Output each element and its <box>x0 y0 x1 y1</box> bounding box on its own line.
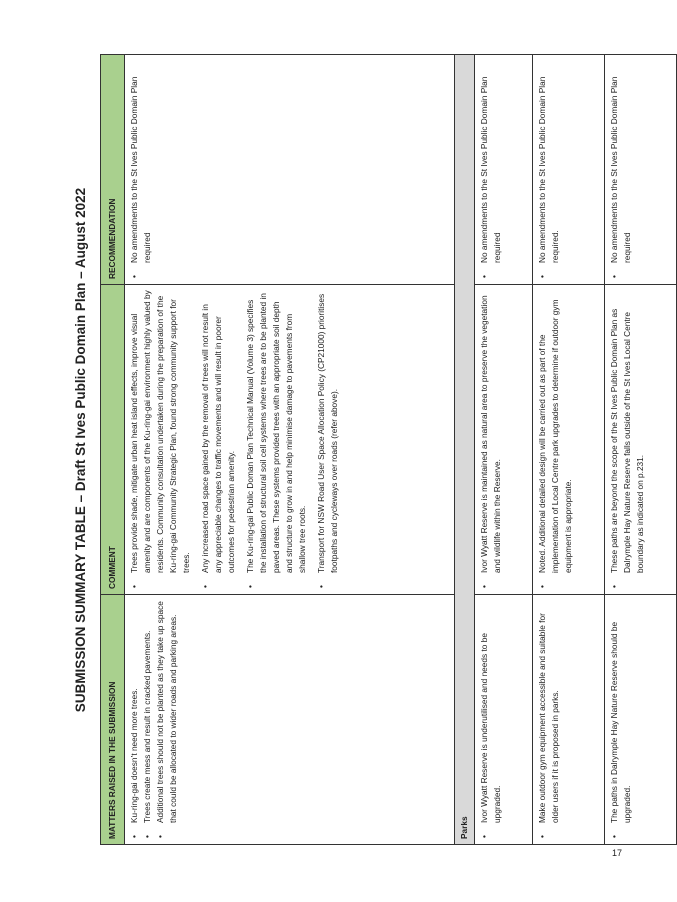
header-comment: COMMENT <box>101 285 125 595</box>
bullet-icon: • <box>142 835 152 838</box>
bullet-icon: • <box>537 835 547 838</box>
page-title: SUBMISSION SUMMARY TABLE – Draft St Ives Public Domain Plan – August 2022 <box>73 187 88 713</box>
page-number: 17 <box>612 848 623 858</box>
section-title: Parks <box>455 55 475 845</box>
header-matters: MATTERS RAISED IN THE SUBMISSION <box>101 595 125 845</box>
comment-cell <box>605 285 677 595</box>
table-row <box>533 55 605 845</box>
list-item: • Ivor Wyatt Reserve is maintained as natural area to preserve the vegetation and wildlife within the Reserve. <box>479 295 502 588</box>
table-header-row <box>101 55 125 845</box>
submission-summary-table <box>100 54 677 845</box>
bullet-icon: • <box>479 835 489 838</box>
matters-cell <box>605 595 677 845</box>
table-row <box>605 55 677 845</box>
section-row-parks <box>455 55 475 845</box>
recommendation-cell <box>533 55 605 285</box>
bullet-icon: • <box>609 585 619 588</box>
list-item: • Trees create mess and result in cracked pavements. <box>142 630 152 838</box>
recommendation-cell <box>605 55 677 285</box>
bullet-icon: • <box>537 585 547 588</box>
matters-cell <box>533 595 605 845</box>
matters-cell <box>475 595 533 845</box>
comment-cell <box>533 285 605 595</box>
list-item: • These paths are beyond the scope of the St Ives Public Domain Plan as Dalrymple Hay Nature Reserve falls outside of the St Ives Local Centre boundary as indicated on p.231. <box>609 308 645 588</box>
bullet-icon: • <box>316 585 326 588</box>
list-item: • No amendments to the St Ives Public Domain Plan required <box>479 76 502 278</box>
bullet-icon: • <box>129 585 139 588</box>
list-item: • Additional trees should not be planted as they take up space that could be allocated to wider roads and parking areas. <box>155 601 178 838</box>
list-item: • Noted. Additional detailed design will be carried out as part of the implementation of Local Centre park upgrades to determine if outdoor gym equipment is appropriate. <box>537 299 573 588</box>
recommendation-cell <box>475 55 533 285</box>
bullet-icon: • <box>479 275 489 278</box>
bullet-icon: • <box>200 585 210 588</box>
bullet-icon: • <box>129 835 139 838</box>
recommendation-cell <box>125 55 455 285</box>
list-item: • Ivor Wyatt Reserve is underutilised and needs to be upgraded. <box>479 633 502 838</box>
matters-cell <box>125 595 455 845</box>
list-item: • Transport for NSW Road User Space Allocation Policy (CP21000) prioritises footpaths and cycleways over roads (refer above). <box>316 293 339 588</box>
list-item: • The Ku-ring-gai Public Doman Plan Technical Manual (Volume 3) specifies the installation of structural soil cell systems where trees are to be planted in paved areas. These systems provided trees with an appropriate soil depth and structure to grow in and help minimise damage to pavements from shallow tree roots. <box>245 293 307 588</box>
list-item: • Trees provide shade, mitigate urban heat island effects, improve visual amenity and are components of the Ku-ring-gai environment highly valued by residents. Community consultation undertaken during the preparation of the Ku-ring-gai Community Strategic Plan, found strong community support for trees. <box>129 290 191 588</box>
rotated-page <box>70 55 645 845</box>
list-item: • No amendments to the St Ives Public Domain Plan required <box>609 76 632 278</box>
bullet-icon: • <box>155 835 165 838</box>
comment-cell <box>125 285 455 595</box>
bullet-icon: • <box>609 275 619 278</box>
list-item: • The paths in Dalrymple Hay Nature Reserve should be upgraded. <box>609 621 632 838</box>
list-item: • No amendments to the St Ives Public Domain Plan required. <box>537 76 560 278</box>
header-recommendation: RECOMMENDATION <box>101 55 125 285</box>
table-row <box>125 55 455 845</box>
bullet-icon: • <box>609 835 619 838</box>
list-item: • Any increased road space gained by the removal of trees will not result in any appreciable changes to traffic movements and will result in poorer outcomes for pedestrian amenity. <box>200 304 236 588</box>
bullet-icon: • <box>245 585 255 588</box>
list-item: • Make outdoor gym equipment accessible and suitable for older users if it is proposed in parks. <box>537 613 560 838</box>
comment-cell <box>475 285 533 595</box>
bullet-icon: • <box>537 275 547 278</box>
table-row <box>475 55 533 845</box>
bullet-icon: • <box>129 275 139 278</box>
list-item: • Ku-ring-gai doesn’t need more trees. <box>129 688 139 838</box>
list-item: • No amendments to the St Ives Public Domain Plan required <box>129 76 152 278</box>
bullet-icon: • <box>479 585 489 588</box>
